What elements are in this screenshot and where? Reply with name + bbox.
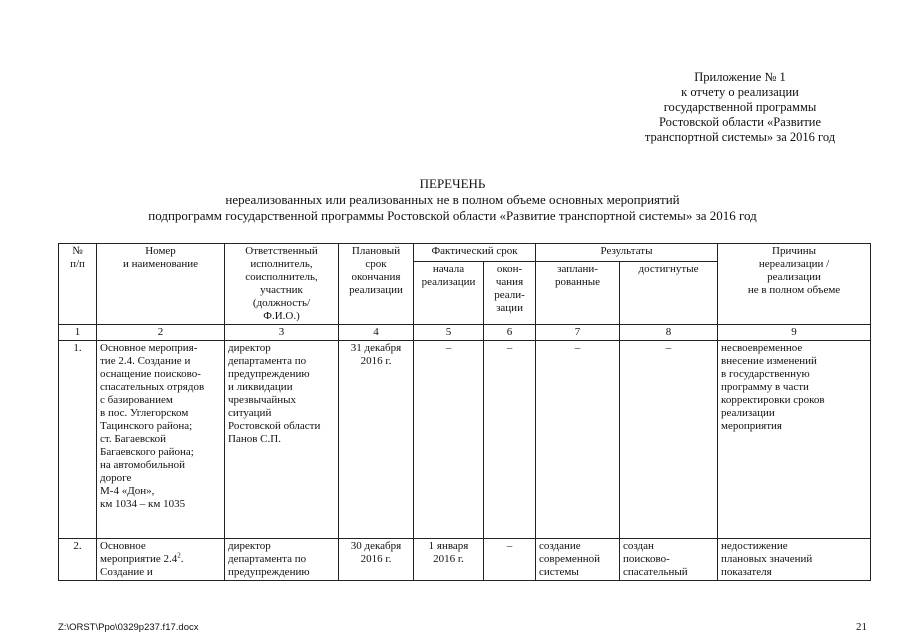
row-name-rest: . Создание и (100, 553, 184, 578)
column-number: 3 (225, 325, 339, 341)
row-fact-end: – (484, 341, 536, 539)
column-number: 2 (97, 325, 225, 341)
table-row (59, 341, 871, 539)
row-reasons: несвоевременное внесение изменений в государственную программу в части корректировки сроков реализации мероприятия (718, 341, 871, 539)
row-responsible: директор департамента по предупреждению (225, 539, 339, 581)
appendix-line: к отчету о реализации (681, 85, 799, 99)
header-results-planned: заплани- рованные (536, 262, 620, 325)
row-name: Основное мероприя- тие 2.4. Создание и оснащение поисково- спасательных отрядов с базированием в пос. Углегорском Тацинского района; ст. Багаевской Багаевского района; на автомобильной дороге М-4 «Дон», км 1034 – км 1035 (97, 341, 225, 539)
table-header-row (59, 244, 871, 262)
page-number: 21 (856, 621, 867, 633)
row-num: 1. (59, 341, 97, 539)
column-number: 1 (59, 325, 97, 341)
header-results-achieved: достигнутые (620, 262, 718, 325)
heading-line-1: нереализованных или реализованных не в полном объеме основных мероприятий (225, 192, 680, 207)
row-name-superscript: 2 (177, 551, 181, 560)
table-row (59, 539, 871, 581)
document-heading (0, 176, 905, 224)
row-fact-start: 1 января 2016 г. (414, 539, 484, 581)
header-results-group: Результаты (536, 244, 718, 262)
row-name-main: Основное мероприятие 2.4 (100, 540, 178, 565)
heading-title: ПЕРЕЧЕНЬ (419, 176, 486, 191)
row-fact-end: – (484, 539, 536, 581)
column-number: 8 (620, 325, 718, 341)
header-fact-group: Фактический срок (414, 244, 536, 262)
column-number: 7 (536, 325, 620, 341)
header-name: Номер и наименование (97, 244, 225, 325)
row-planned-end: 30 декабря 2016 г. (339, 539, 414, 581)
row-responsible: директор департамента по предупреждению и ликвидации чрезвычайных ситуаций Ростовской области Панов С.П. (225, 341, 339, 539)
appendix-line: государственной программы (663, 100, 817, 114)
row-fact-start: – (414, 341, 484, 539)
row-results-achieved: – (620, 341, 718, 539)
appendix-line: транспортной системы» за 2016 год (644, 130, 836, 144)
header-fact-start: начала реализации (414, 262, 484, 325)
column-number: 4 (339, 325, 414, 341)
row-results-achieved: создан поисково- спасательный (620, 539, 718, 581)
column-number: 6 (484, 325, 536, 341)
row-results-planned: – (536, 341, 620, 539)
column-number: 5 (414, 325, 484, 341)
heading-line-2: подпрограмм государственной программы Ростовской области «Развитие транспортной системы» за 2016 год (148, 208, 757, 223)
column-number: 9 (718, 325, 871, 341)
header-fact-end: окон- чания реали- зации (484, 262, 536, 325)
row-planned-end: 31 декабря 2016 г. (339, 341, 414, 539)
row-num: 2. (59, 539, 97, 581)
measures-table (58, 243, 871, 581)
footer-file-path: Z:\ORST\Ppo\0329p237.f17.docx (58, 622, 199, 633)
row-name (97, 539, 225, 581)
appendix-block (600, 70, 880, 145)
appendix-line: Ростовской области «Развитие (658, 115, 822, 129)
header-planned-end: Плановый срок окончания реализации (339, 244, 414, 325)
header-responsible: Ответственный исполнитель, соисполнитель, участник (должность/ Ф.И.О.) (225, 244, 339, 325)
row-reasons: недостижение плановых значений показателя (718, 539, 871, 581)
header-num: № п/п (59, 244, 97, 325)
appendix-line: Приложение № 1 (694, 70, 786, 84)
header-reasons: Причины нереализации / реализации не в полном объеме (718, 244, 871, 325)
row-results-planned: создание современной системы (536, 539, 620, 581)
column-numbers-row (59, 325, 871, 341)
